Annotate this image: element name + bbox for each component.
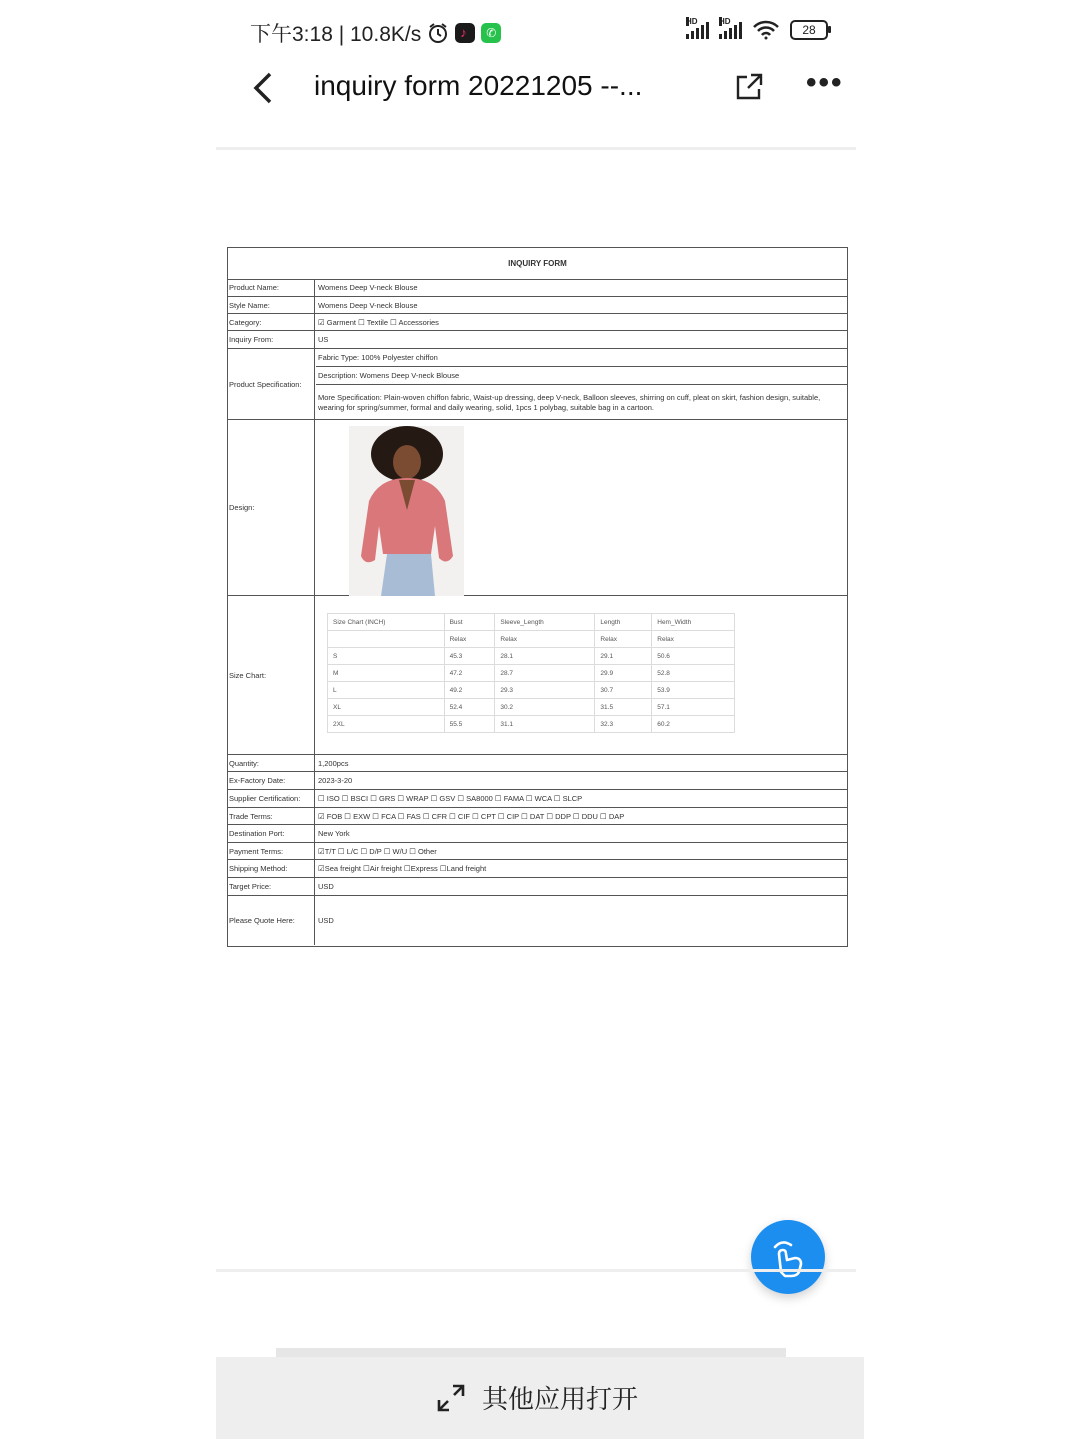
cell: 32.3 [595,716,652,733]
size-chart-header: Bust [444,614,495,631]
cellular-signal-icon: HD [686,21,709,39]
value: ☑T/T ☐ L/C ☐ D/P ☐ W/U ☐ Other [318,846,437,856]
label: Design: [229,420,315,595]
label: Product Name: [229,279,315,296]
chevron-left-icon [256,74,270,102]
alarm-icon [427,22,449,44]
cell: 50.6 [652,648,735,665]
open-with-other-app-label: 其他应用打开 [482,1384,639,1414]
value: ☑Sea freight ☐Air freight ☐Express ☐Land freight [318,864,487,873]
value: USD [318,882,334,891]
value: USD [318,916,334,925]
label: Category: [229,314,315,330]
cellular-signal-icon-2: HD [719,21,742,39]
label: Style Name: [229,297,315,313]
value: ☑ Garment ☐ Textile ☐ Accessories [318,317,439,327]
status-time: 下午3:18 | 10.8K/s [250,23,422,46]
label: Trade Terms: [229,808,315,824]
row-inquiry-from [228,331,847,349]
expand-icon [436,1383,466,1413]
open-with-other-app-button[interactable] [436,1379,638,1416]
table-row [328,682,735,699]
cell: 57.1 [652,699,735,716]
cell: L [328,682,445,699]
label: Ex-Factory Date: [229,772,315,789]
fabric-type: Fabric Type: 100% Polyester chiffon [316,349,847,367]
cell: 53.9 [652,682,735,699]
value: 2023-3-20 [318,776,353,785]
row-trade-terms [228,808,847,825]
form-title: INQUIRY FORM [228,248,847,280]
cell: 49.2 [444,682,495,699]
tap-hand-icon [751,1220,825,1294]
label: Please Quote Here: [229,896,315,945]
row-payment-terms [228,843,847,860]
battery-indicator: 28 [790,20,828,40]
nav-divider [216,147,856,150]
value: Womens Deep V-neck Blouse [318,300,418,310]
row-shipping-method [228,860,847,878]
size-chart-table [327,613,735,733]
cell: 47.2 [444,665,495,682]
more-icon[interactable]: ••• [806,66,844,99]
label: Shipping Method: [229,860,315,877]
cell: S [328,648,445,665]
cell: 55.5 [444,716,495,733]
status-right [686,17,828,40]
label: Product Specification: [229,349,315,419]
document-title: inquiry form 20221205 --... [314,70,643,101]
cell: 30.7 [595,682,652,699]
cell: 28.7 [495,665,595,682]
value: Womens Deep V-neck Blouse [318,283,418,292]
cell: 52.8 [652,665,735,682]
row-size-chart [228,596,847,755]
label: Size Chart: [229,596,315,754]
size-chart-subheader-row [328,631,735,648]
value: US [318,335,329,344]
row-style-name [228,297,847,314]
label: Payment Terms: [229,843,315,859]
value: New York [318,829,350,838]
row-ex-factory-date [228,772,847,790]
size-chart-subheader: Relax [444,631,495,648]
top-nav [216,60,856,120]
cell: 45.3 [444,648,495,665]
table-row [328,699,735,716]
cell: 52.4 [444,699,495,716]
cell: 30.2 [495,699,595,716]
cell: 2XL [328,716,445,733]
size-chart-subheader: Relax [595,631,652,648]
row-target-price [228,878,847,896]
cell: 31.5 [595,699,652,716]
inquiry-form-document [227,247,848,947]
bottom-divider [216,1269,856,1272]
label: Quantity: [229,755,315,771]
row-product-name [228,279,847,297]
phone-icon: ✆ [481,23,501,43]
table-row [328,648,735,665]
size-chart-subheader [328,631,445,648]
label: Supplier Certification: [229,790,315,807]
cell: 28.1 [495,648,595,665]
value: ☑ FOB ☐ EXW ☐ FCA ☐ FAS ☐ CFR ☐ CIF ☐ CPT ☐ CIP ☐ DAT ☐ DDP ☐ DDU ☐ DAP [318,811,625,821]
scroll-indicator [276,1348,786,1357]
more-specification: More Specification: Plain-woven chiffon fabric, Waist-up dressing, deep V-neck, Balloon sleeves, shirring on cuff, pleat on skirt, fashion design, suitable, wearing for spring/summer, formal and daily wearing, solid, 1pcs 1 polybag, suitable bag in a cartoon. [318,392,821,412]
cell: M [328,665,445,682]
cell: 29.3 [495,682,595,699]
cell: 60.2 [652,716,735,733]
product-photo [349,426,464,596]
status-bar [216,12,856,52]
share-external-icon[interactable] [734,72,764,102]
size-chart-subheader: Relax [495,631,595,648]
value: 1,200pcs [318,758,349,768]
size-chart-header: Length [595,614,652,631]
tap-assist-button[interactable] [751,1220,825,1294]
size-chart-header-row [328,614,735,631]
cell: 29.9 [595,665,652,682]
row-destination-port [228,825,847,843]
value: ☐ ISO ☐ BSCI ☐ GRS ☐ WRAP ☐ GSV ☐ SA8000 ☐ FAMA ☐ WCA ☐ SLCP [318,794,583,803]
row-supplier-certification [228,790,847,808]
cell: XL [328,699,445,716]
row-quote [228,896,847,945]
status-left [250,18,501,48]
back-button[interactable] [250,68,274,108]
table-row [328,716,735,733]
row-design [228,420,847,596]
label: Inquiry From: [229,331,315,348]
label: Target Price: [229,878,315,895]
size-chart-header: Hem_Width [652,614,735,631]
table-row [328,665,735,682]
description: Description: Womens Deep V-neck Blouse [316,367,847,385]
label: Destination Port: [229,825,315,842]
size-chart-header: Size Chart (INCH) [328,614,445,631]
cell: 29.1 [595,648,652,665]
row-category [228,314,847,331]
wifi-icon [752,20,780,40]
row-quantity [228,755,847,772]
size-chart-header: Sleeve_Length [495,614,595,631]
bottom-bar [216,1357,864,1439]
cell: 31.1 [495,716,595,733]
douyin-icon: ♪ [455,23,475,43]
size-chart-subheader: Relax [652,631,735,648]
